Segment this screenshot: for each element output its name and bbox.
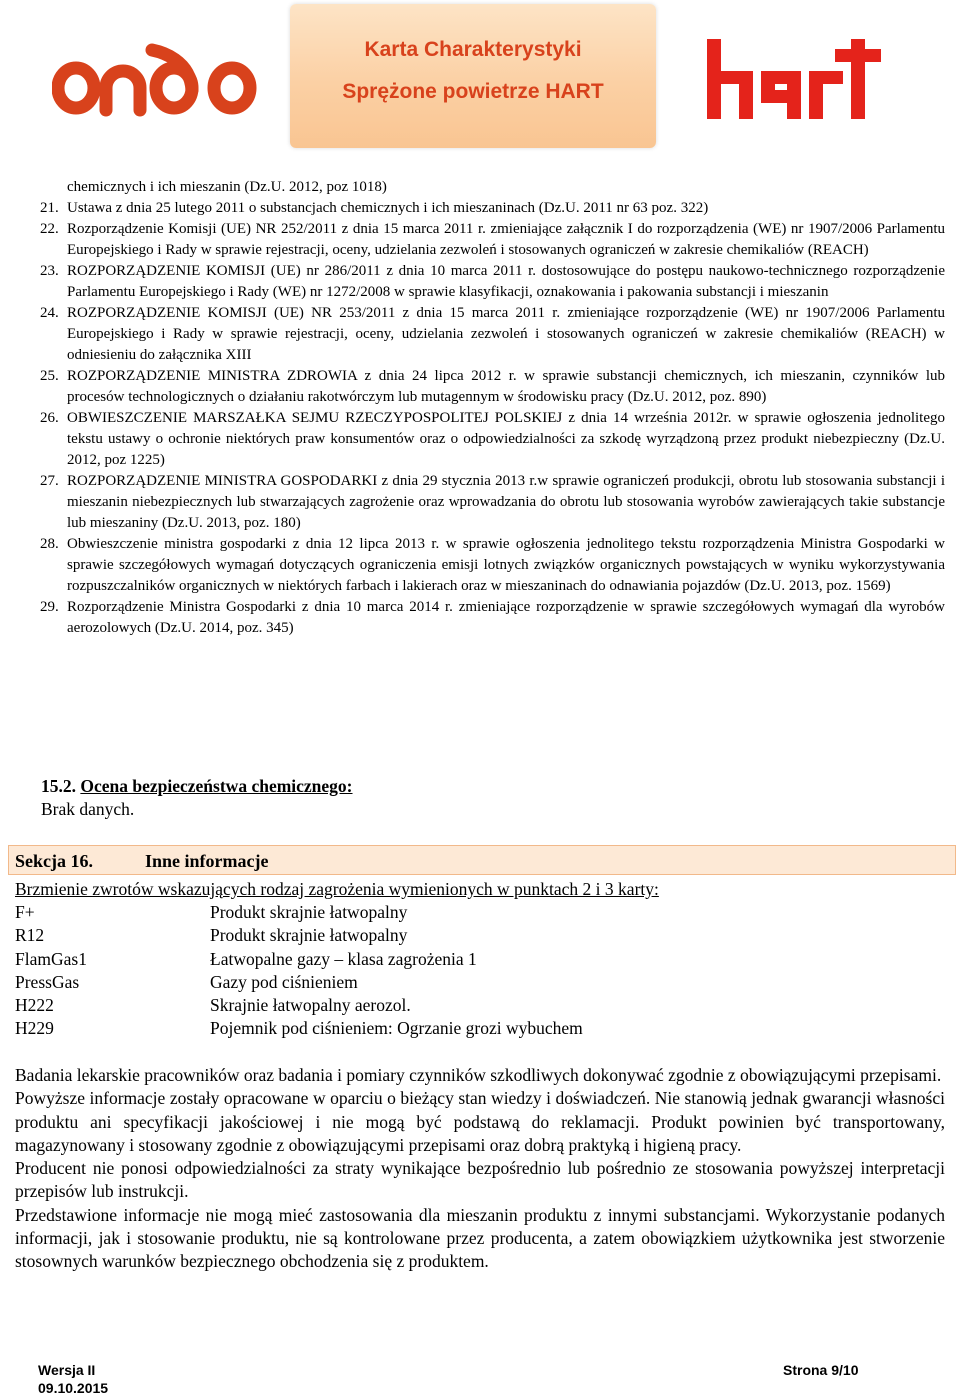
legal-item-text: Rozporządzenie Komisji (UE) NR 252/2011 z dnia 15 marca 2011 r. zmieniające załącznik I do rozporządzenia (WE) nr 1907/2006 Parlamentu Europejskiego i Rady w sprawie rejestracji, oceny, udzielania zezwoleń i stosowanych ograniczeń w zakresie chemikaliów (REACH) — [67, 221, 945, 258]
legal-item — [40, 303, 945, 366]
info-paragraph: Badania lekarskie pracowników oraz badania i pomiary czynników szkodliwych dokonywać zgodnie z obowiązującymi przepisami. — [15, 1065, 942, 1085]
hazard-description: Łatwopalne gazy – klasa zagrożenia 1 — [210, 948, 477, 969]
hazard-phrases-intro: Brzmienie zwrotów wskazujących rodzaj zagrożenia wymienionych w punktach 2 i 3 karty: — [15, 879, 659, 899]
hazard-code-row — [15, 971, 583, 994]
hazard-code-row — [15, 948, 583, 971]
legal-item — [40, 366, 945, 408]
hazard-description: Produkt skrajnie łatwopalny — [210, 902, 408, 922]
legal-item-number: 22. — [40, 221, 59, 237]
footer-version-block — [38, 1361, 108, 1397]
hazard-description: Skrajnie łatwopalny aerozol. — [210, 995, 411, 1016]
hazard-code: R12 — [15, 925, 45, 946]
legal-item-text: Ustawa z dnia 25 lutego 2011 o substancjach chemicznych i ich mieszaninach (Dz.U. 2011 nr 63 poz. 322) — [67, 200, 709, 216]
legal-item-text: Rozporządzenie Ministra Gospodarki z dnia 10 marca 2014 r. zmieniające rozporządzenie w sprawie szczegółowych wymagań dla wyrobów aerozolowych (Dz.U. 2014, poz. 345) — [67, 599, 945, 636]
legal-item-text: OBWIESZCZENIE MARSZAŁKA SEJMU RZECZYPOSPOLITEJ POLSKIEJ z dnia 14 września 2012r. w sprawie ogłoszenia jednolitego tekstu ustawy o ochronie niektórych praw konsumentów oraz o odpowiedzialności za szkodę wyrządzoną przez produkt niebezpieczny (Dz.U. 2012, poz 1225) — [67, 410, 945, 468]
hazard-description: Pojemnik pod ciśnieniem: Ogrzanie grozi wybuchem — [210, 1018, 583, 1039]
legal-item-text: ROZPORZĄDZENIE KOMISJI (UE) nr 286/2011 z dnia 10 marca 2011 r. dostosowujące do postępu naukowo-technicznego rozporządzenie Parlamentu Europejskiego i Rady (WE) nr 1272/2008 w sprawie klasyfikacji, oznakowania i pakowania substancji i mieszanin — [67, 263, 945, 300]
legal-item-text: ROZPORZĄDZENIE KOMISJI (UE) NR 253/2011 z dnia 15 marca 2011 r. zmieniające rozporządzenie (WE) nr 1907/2006 Parlamentu Europejskiego i Rady w sprawie rejestracji, oceny, udzielania zezwoleń i stosowanych ograniczeń w zakresie chemikaliów (REACH) w odniesieniu do załącznika XIII — [67, 305, 945, 363]
hazard-code: H229 — [15, 1018, 54, 1039]
hazard-code-row — [15, 1017, 583, 1040]
legal-item-text: ROZPORZĄDZENIE MINISTRA GOSPODARKI z dnia 29 stycznia 2013 r.w sprawie ograniczeń produkcji, obrotu lub stosowania substancji i mieszanin niebezpiecznych lub stwarzających zagrożenie oraz wprowadzania do obrotu lub stosowania wyrobów zawierających takie substancje lub mieszaniny (Dz.U. 2013, poz. 180) — [67, 473, 945, 531]
hazard-code-row — [15, 924, 583, 947]
hazard-code: PressGas — [15, 971, 80, 992]
hazard-code: H222 — [15, 995, 54, 1016]
section-15-2-title: Ocena bezpieczeństwa chemicznego: — [80, 776, 353, 796]
hazard-description: Gazy pod ciśnieniem — [210, 971, 358, 992]
legal-item — [40, 471, 945, 534]
legal-item-number: 23. — [40, 263, 59, 279]
legal-item-number: 29. — [40, 599, 59, 615]
page-header — [0, 0, 960, 160]
ondo-logo — [52, 40, 257, 120]
legal-item — [40, 408, 945, 471]
product-name: Sprężone powietrze HART — [342, 80, 604, 103]
footer-version: Wersja II — [38, 1362, 96, 1378]
document-title: Karta Charakterystyki — [364, 38, 582, 61]
section-15-2-number: 15.2. — [41, 776, 76, 796]
hazard-description: Produkt skrajnie łatwopalny — [210, 925, 408, 946]
info-paragraph: Producent nie ponosi odpowiedzialności za straty wynikające bezpośrednio lub pośrednio ze stosowania powyższej interpretacji przepisów lub instrukcji. — [15, 1158, 945, 1202]
legal-item-number: 25. — [40, 368, 59, 384]
legal-item-number: 21. — [40, 200, 59, 216]
document-title-box — [290, 4, 656, 148]
legal-item-number: 27. — [40, 473, 59, 489]
legal-continuation: chemicznych i ich mieszanin (Dz.U. 2012, poz 1018) — [67, 179, 387, 195]
section-15-2-body: Brak danych. — [41, 799, 135, 819]
footer-page-number: Strona 9/10 — [783, 1362, 859, 1378]
hart-logo — [705, 35, 885, 125]
section-16-label: Sekcja 16. — [15, 851, 93, 871]
legal-item — [40, 597, 945, 639]
legal-items — [40, 198, 945, 639]
hazard-code-row — [15, 994, 583, 1017]
legal-item-text: Obwieszczenie ministra gospodarki z dnia 12 lipca 2013 r. w sprawie ogłoszenia jednolitego tekstu rozporządzenia Ministra Gospodarki w sprawie szczegółowych wymagań dotyczących ograniczenia emisji lotnych związków organicznych powstających w wyniku wykorzystywania rozpuszczalników organicznych w niektórych farbach i lakierach oraz w mieszaninach do odnawiania pojazdów (Dz.U. 2013, poz. 1569) — [67, 536, 945, 594]
hazard-code: F+ — [15, 902, 35, 922]
legal-references-list — [40, 177, 945, 639]
legal-item — [40, 261, 945, 303]
hazard-code-row — [15, 901, 583, 924]
info-paragraph: Przedstawione informacje nie mogą mieć zastosowania dla mieszanin produktu z innymi substancjami. Wykorzystanie podanych informacji, jak i stosowanie produktu, nie są kontrolowane przez producenta, a zatem obowiązkiem użytkownika jest stworzenie stosownych warunków bezpiecznego obchodzenia się z produktem. — [15, 1204, 945, 1272]
section-16-title: Inne informacje — [145, 851, 269, 871]
section-15-2-heading — [41, 775, 353, 798]
legal-item — [40, 534, 945, 597]
section-16-paragraphs — [15, 1064, 945, 1274]
hazard-codes-list — [15, 901, 583, 1041]
hazard-code: FlamGas1 — [15, 948, 87, 969]
section-15-2 — [41, 775, 353, 821]
legal-item-text: ROZPORZĄDZENIE MINISTRA ZDROWIA z dnia 24 lipca 2012 r. w sprawie substancji chemicznych, ich mieszanin, czynników lub procesów technologicznych o działaniu rakotwórczym lub mutagennym w środowisku pracy (Dz.U. 2012, poz. 890) — [67, 368, 945, 405]
legal-item — [40, 219, 945, 261]
info-paragraph: Powyższe informacje zostały opracowane w oparciu o bieżący stan wiedzy i doświadczeń. Nie stanowią jednak gwarancji własności produktu ani specyfikacji jakościowej i nie mogą być podstawą do reklamacji. Produkt powinien być transportowany, magazynowany i stosowany zgodnie z obowiązującymi przepisami oraz dobrą praktyką i higieną pracy. — [15, 1088, 945, 1155]
legal-item — [40, 198, 945, 219]
footer-date: 09.10.2015 — [38, 1380, 109, 1396]
legal-item-number: 24. — [40, 305, 59, 321]
section-16-header — [8, 845, 956, 875]
legal-item-number: 28. — [40, 536, 59, 552]
legal-item-number: 26. — [40, 410, 59, 426]
